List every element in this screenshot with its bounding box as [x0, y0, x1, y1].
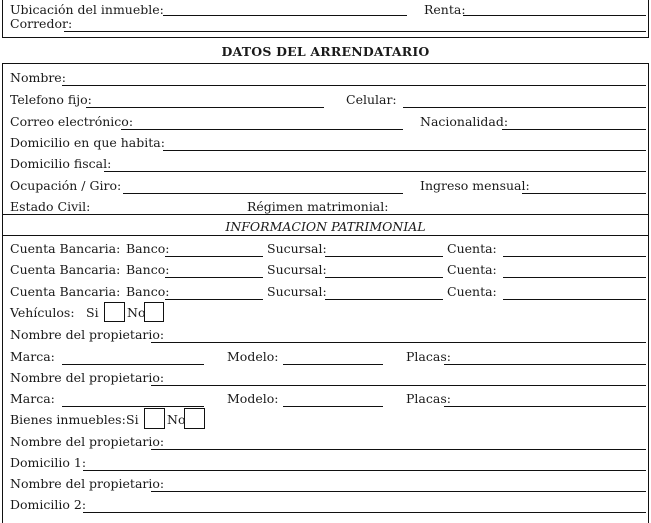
- propietario-field[interactable]: [151, 449, 646, 450]
- banco-field[interactable]: [165, 277, 263, 278]
- banco-label: Banco:: [126, 284, 170, 299]
- domicilio1-label: Domicilio 1:: [10, 455, 87, 470]
- placas-field[interactable]: [444, 364, 646, 365]
- placas-label: Placas:: [406, 391, 451, 406]
- sucursal-label: Sucursal:: [267, 284, 327, 299]
- telefono-label: Telefono fijo:: [10, 92, 92, 107]
- propietario-label: Nombre del propietario:: [10, 370, 165, 385]
- sucursal-label: Sucursal:: [267, 241, 327, 256]
- vehiculos-si-label: Si: [86, 305, 99, 320]
- cuenta-label: Cuenta:: [447, 262, 497, 277]
- ubicacion-field[interactable]: [163, 15, 407, 16]
- banco-field[interactable]: [165, 256, 263, 257]
- cuenta-bancaria-label: Cuenta Bancaria:: [10, 241, 121, 256]
- cuenta-field[interactable]: [503, 299, 646, 300]
- propietario-field[interactable]: [151, 342, 646, 343]
- cuenta-label: Cuenta:: [447, 241, 497, 256]
- divider: [3, 214, 648, 215]
- patrimonial-title: INFORMACION PATRIMONIAL: [225, 219, 426, 234]
- modelo-field[interactable]: [283, 364, 383, 365]
- nacionalidad-label: Nacionalidad:: [420, 114, 509, 129]
- bienes-si-checkbox[interactable]: [144, 408, 165, 429]
- telefono-field[interactable]: [86, 107, 324, 108]
- sucursal-field[interactable]: [325, 256, 443, 257]
- cuenta-field[interactable]: [503, 277, 646, 278]
- placas-label: Placas:: [406, 349, 451, 364]
- ingreso-label: Ingreso mensual:: [420, 178, 530, 193]
- sucursal-label: Sucursal:: [267, 262, 327, 277]
- marca-field[interactable]: [62, 406, 204, 407]
- vehiculos-si-checkbox[interactable]: [104, 302, 125, 322]
- domicilio2-label: Domicilio 2:: [10, 497, 87, 512]
- domicilio-fiscal-field[interactable]: [104, 171, 646, 172]
- propietario-field[interactable]: [151, 385, 646, 386]
- domicilio-habita-label: Domicilio en que habita:: [10, 135, 165, 150]
- section-title: DATOS DEL ARRENDATARIO: [221, 44, 430, 59]
- ingreso-field[interactable]: [522, 193, 646, 194]
- cuenta-bancaria-label: Cuenta Bancaria:: [10, 284, 121, 299]
- correo-field[interactable]: [121, 129, 403, 130]
- bienes-label: Bienes inmuebles:: [10, 412, 126, 427]
- cuenta-bancaria-label: Cuenta Bancaria:: [10, 262, 121, 277]
- estado-civil-label: Estado Civil:: [10, 199, 91, 214]
- bienes-no-checkbox[interactable]: [184, 408, 205, 429]
- vehiculos-no-label: No: [127, 305, 146, 320]
- propietario-field[interactable]: [151, 491, 646, 492]
- nacionalidad-field[interactable]: [502, 129, 646, 130]
- propietario-label: Nombre del propietario:: [10, 476, 165, 491]
- banco-label: Banco:: [126, 241, 170, 256]
- renta-field[interactable]: [463, 15, 646, 16]
- domicilio2-field[interactable]: [83, 512, 646, 513]
- cuenta-label: Cuenta:: [447, 284, 497, 299]
- marca-label: Marca:: [10, 349, 55, 364]
- nombre-label: Nombre:: [10, 70, 66, 85]
- propietario-label: Nombre del propietario:: [10, 327, 165, 342]
- marca-field[interactable]: [62, 364, 204, 365]
- sucursal-field[interactable]: [325, 277, 443, 278]
- corredor-field[interactable]: [64, 31, 646, 32]
- ocupacion-field[interactable]: [123, 193, 403, 194]
- propietario-label: Nombre del propietario:: [10, 434, 165, 449]
- domicilio1-field[interactable]: [83, 470, 646, 471]
- domicilio-habita-field[interactable]: [163, 150, 646, 151]
- vehiculos-no-checkbox[interactable]: [144, 302, 164, 322]
- regimen-label: Régimen matrimonial:: [247, 199, 389, 214]
- bienes-si-label: Si: [126, 412, 139, 427]
- sucursal-field[interactable]: [325, 299, 443, 300]
- ocupacion-label: Ocupación / Giro:: [10, 178, 122, 193]
- placas-field[interactable]: [444, 406, 646, 407]
- domicilio-fiscal-label: Domicilio fiscal:: [10, 156, 112, 171]
- banco-field[interactable]: [165, 299, 263, 300]
- modelo-field[interactable]: [283, 406, 383, 407]
- divider: [3, 235, 648, 236]
- marca-label: Marca:: [10, 391, 55, 406]
- celular-label: Celular:: [346, 92, 397, 107]
- vehiculos-label: Vehículos:: [10, 305, 75, 320]
- celular-field[interactable]: [403, 107, 646, 108]
- banco-label: Banco:: [126, 262, 170, 277]
- corredor-label: Corredor:: [10, 16, 73, 31]
- renta-label: Renta:: [424, 2, 466, 17]
- correo-label: Correo electrónico:: [10, 114, 134, 129]
- bienes-no-label: No: [167, 412, 186, 427]
- ubicacion-label: Ubicación del inmueble:: [10, 2, 164, 17]
- nombre-field[interactable]: [62, 85, 646, 86]
- modelo-label: Modelo:: [227, 391, 279, 406]
- cuenta-field[interactable]: [503, 256, 646, 257]
- modelo-label: Modelo:: [227, 349, 279, 364]
